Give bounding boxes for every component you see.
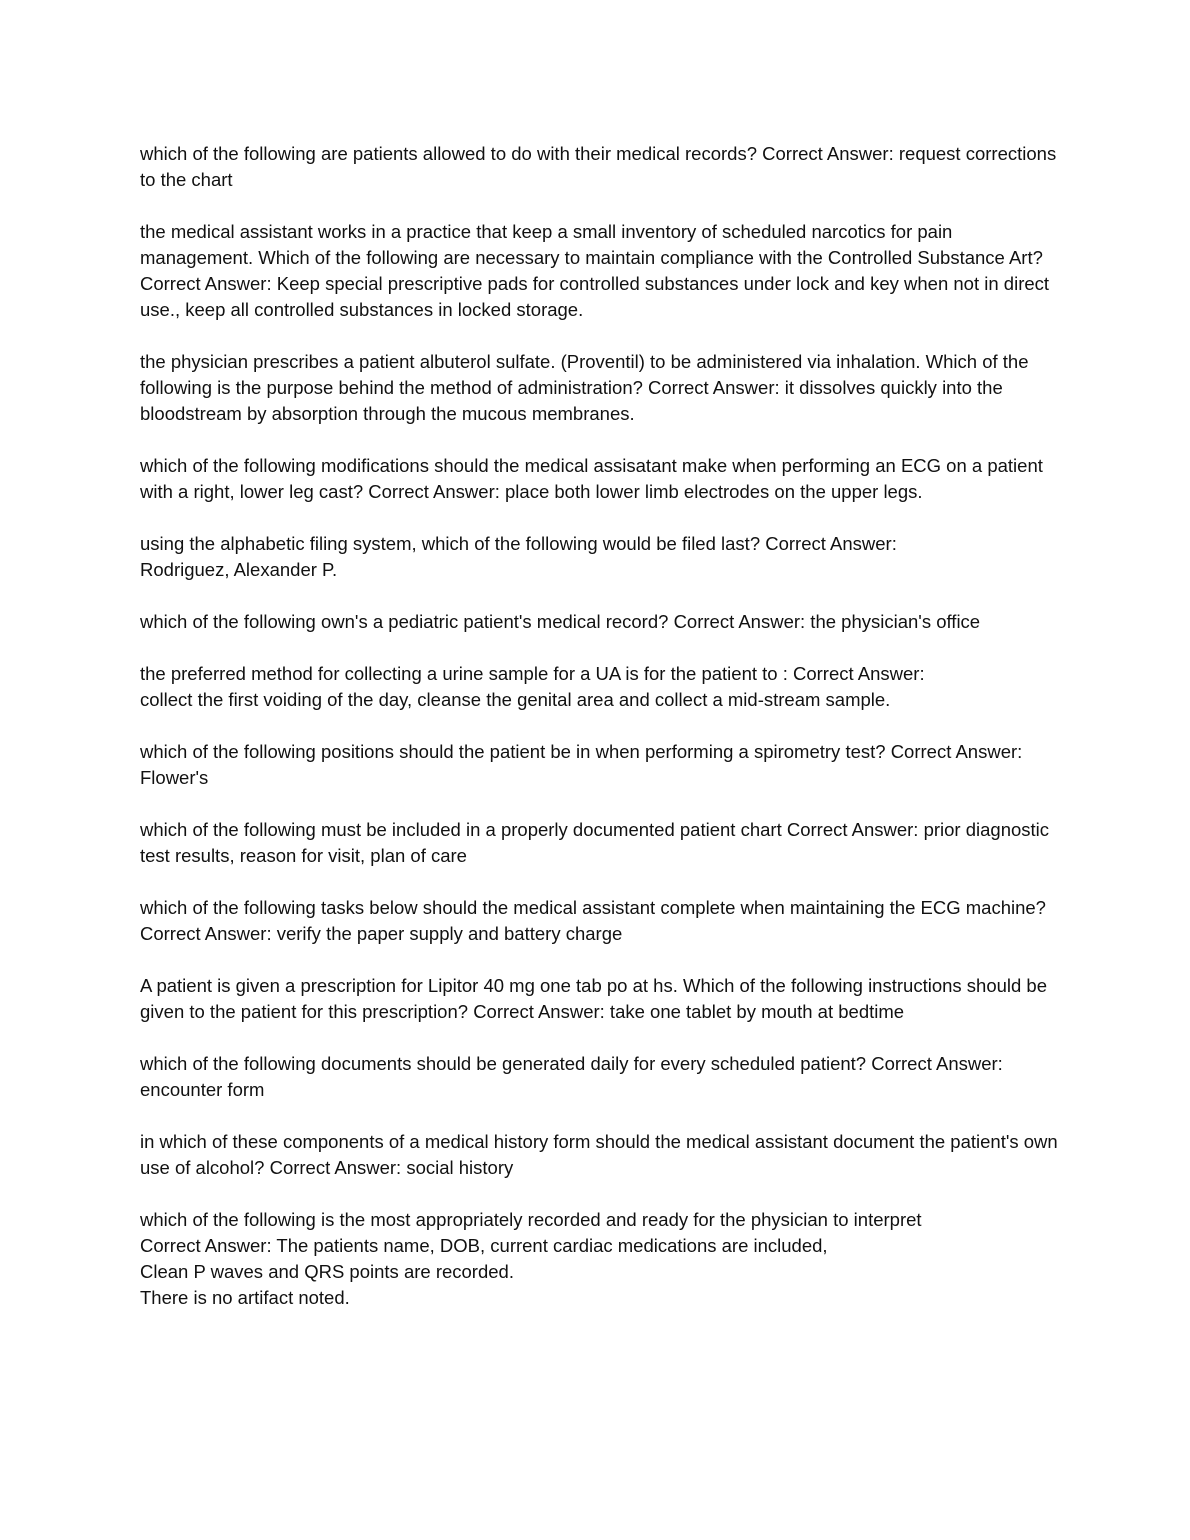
- qa-entry: which of the following documents should be generated daily for every scheduled patient? Correct Answer: encounter form: [140, 1053, 1003, 1100]
- document-page: [140, 141, 1060, 1337]
- qa-entry: using the alphabetic filing system, which of the following would be filed last? Correct Answer: Rodriguez, Alexander P.: [140, 533, 897, 580]
- qa-entry: A patient is given a prescription for Lipitor 40 mg one tab po at hs. Which of the following instructions should be given to the patient for this prescription? Correct Answer: take one tablet by mouth at bedtime: [140, 975, 1048, 1022]
- qa-entry: which of the following modifications should the medical assisatant make when performing an ECG on a patient with a right, lower leg cast? Correct Answer: place both lower limb electrodes on the upper legs.: [140, 455, 1043, 502]
- qa-entry: the medical assistant works in a practice that keep a small inventory of scheduled narcotics for pain management. Which of the following are necessary to maintain compliance with the Controlled Substance Art? Correct Answer: Keep special prescriptive pads for controlled substances under lock and key when not in direct use., keep all controlled substances in locked storage.: [140, 221, 1050, 320]
- qa-entry: which of the following own's a pediatric patient's medical record? Correct Answer: the physician's office: [140, 611, 981, 632]
- qa-entry: in which of these components of a medical history form should the medical assistant document the patient's own use of alcohol? Correct Answer: social history: [140, 1131, 1058, 1178]
- qa-entry: the preferred method for collecting a urine sample for a UA is for the patient to : Correct Answer: collect the first voiding of the day, cleanse the genital area and collect a mid-stream sample.: [140, 663, 925, 710]
- qa-entry: the physician prescribes a patient albuterol sulfate. (Proventil) to be administered via inhalation. Which of the following is the purpose behind the method of administration? Correct Answer: it dissolves quickly into the bloodstream by absorption through the mucous membranes.: [140, 351, 1029, 424]
- qa-entry: which of the following is the most appropriately recorded and ready for the physician to interpret Correct Answer: The patients name, DOB, current cardiac medications are included, Clean P waves and QRS points are recorded. There is no artifact noted.: [140, 1209, 922, 1308]
- qa-entry: which of the following are patients allowed to do with their medical records? Correct Answer: request corrections to the chart: [140, 143, 1057, 190]
- qa-entry: which of the following must be included in a properly documented patient chart Correct Answer: prior diagnostic test results, reason for visit, plan of care: [140, 819, 1050, 866]
- qa-entry: which of the following tasks below should the medical assistant complete when maintaining the ECG machine? Correct Answer: verify the paper supply and battery charge: [140, 897, 1046, 944]
- qa-entry: which of the following positions should the patient be in when performing a spirometry test? Correct Answer: Flower's: [140, 741, 1023, 788]
